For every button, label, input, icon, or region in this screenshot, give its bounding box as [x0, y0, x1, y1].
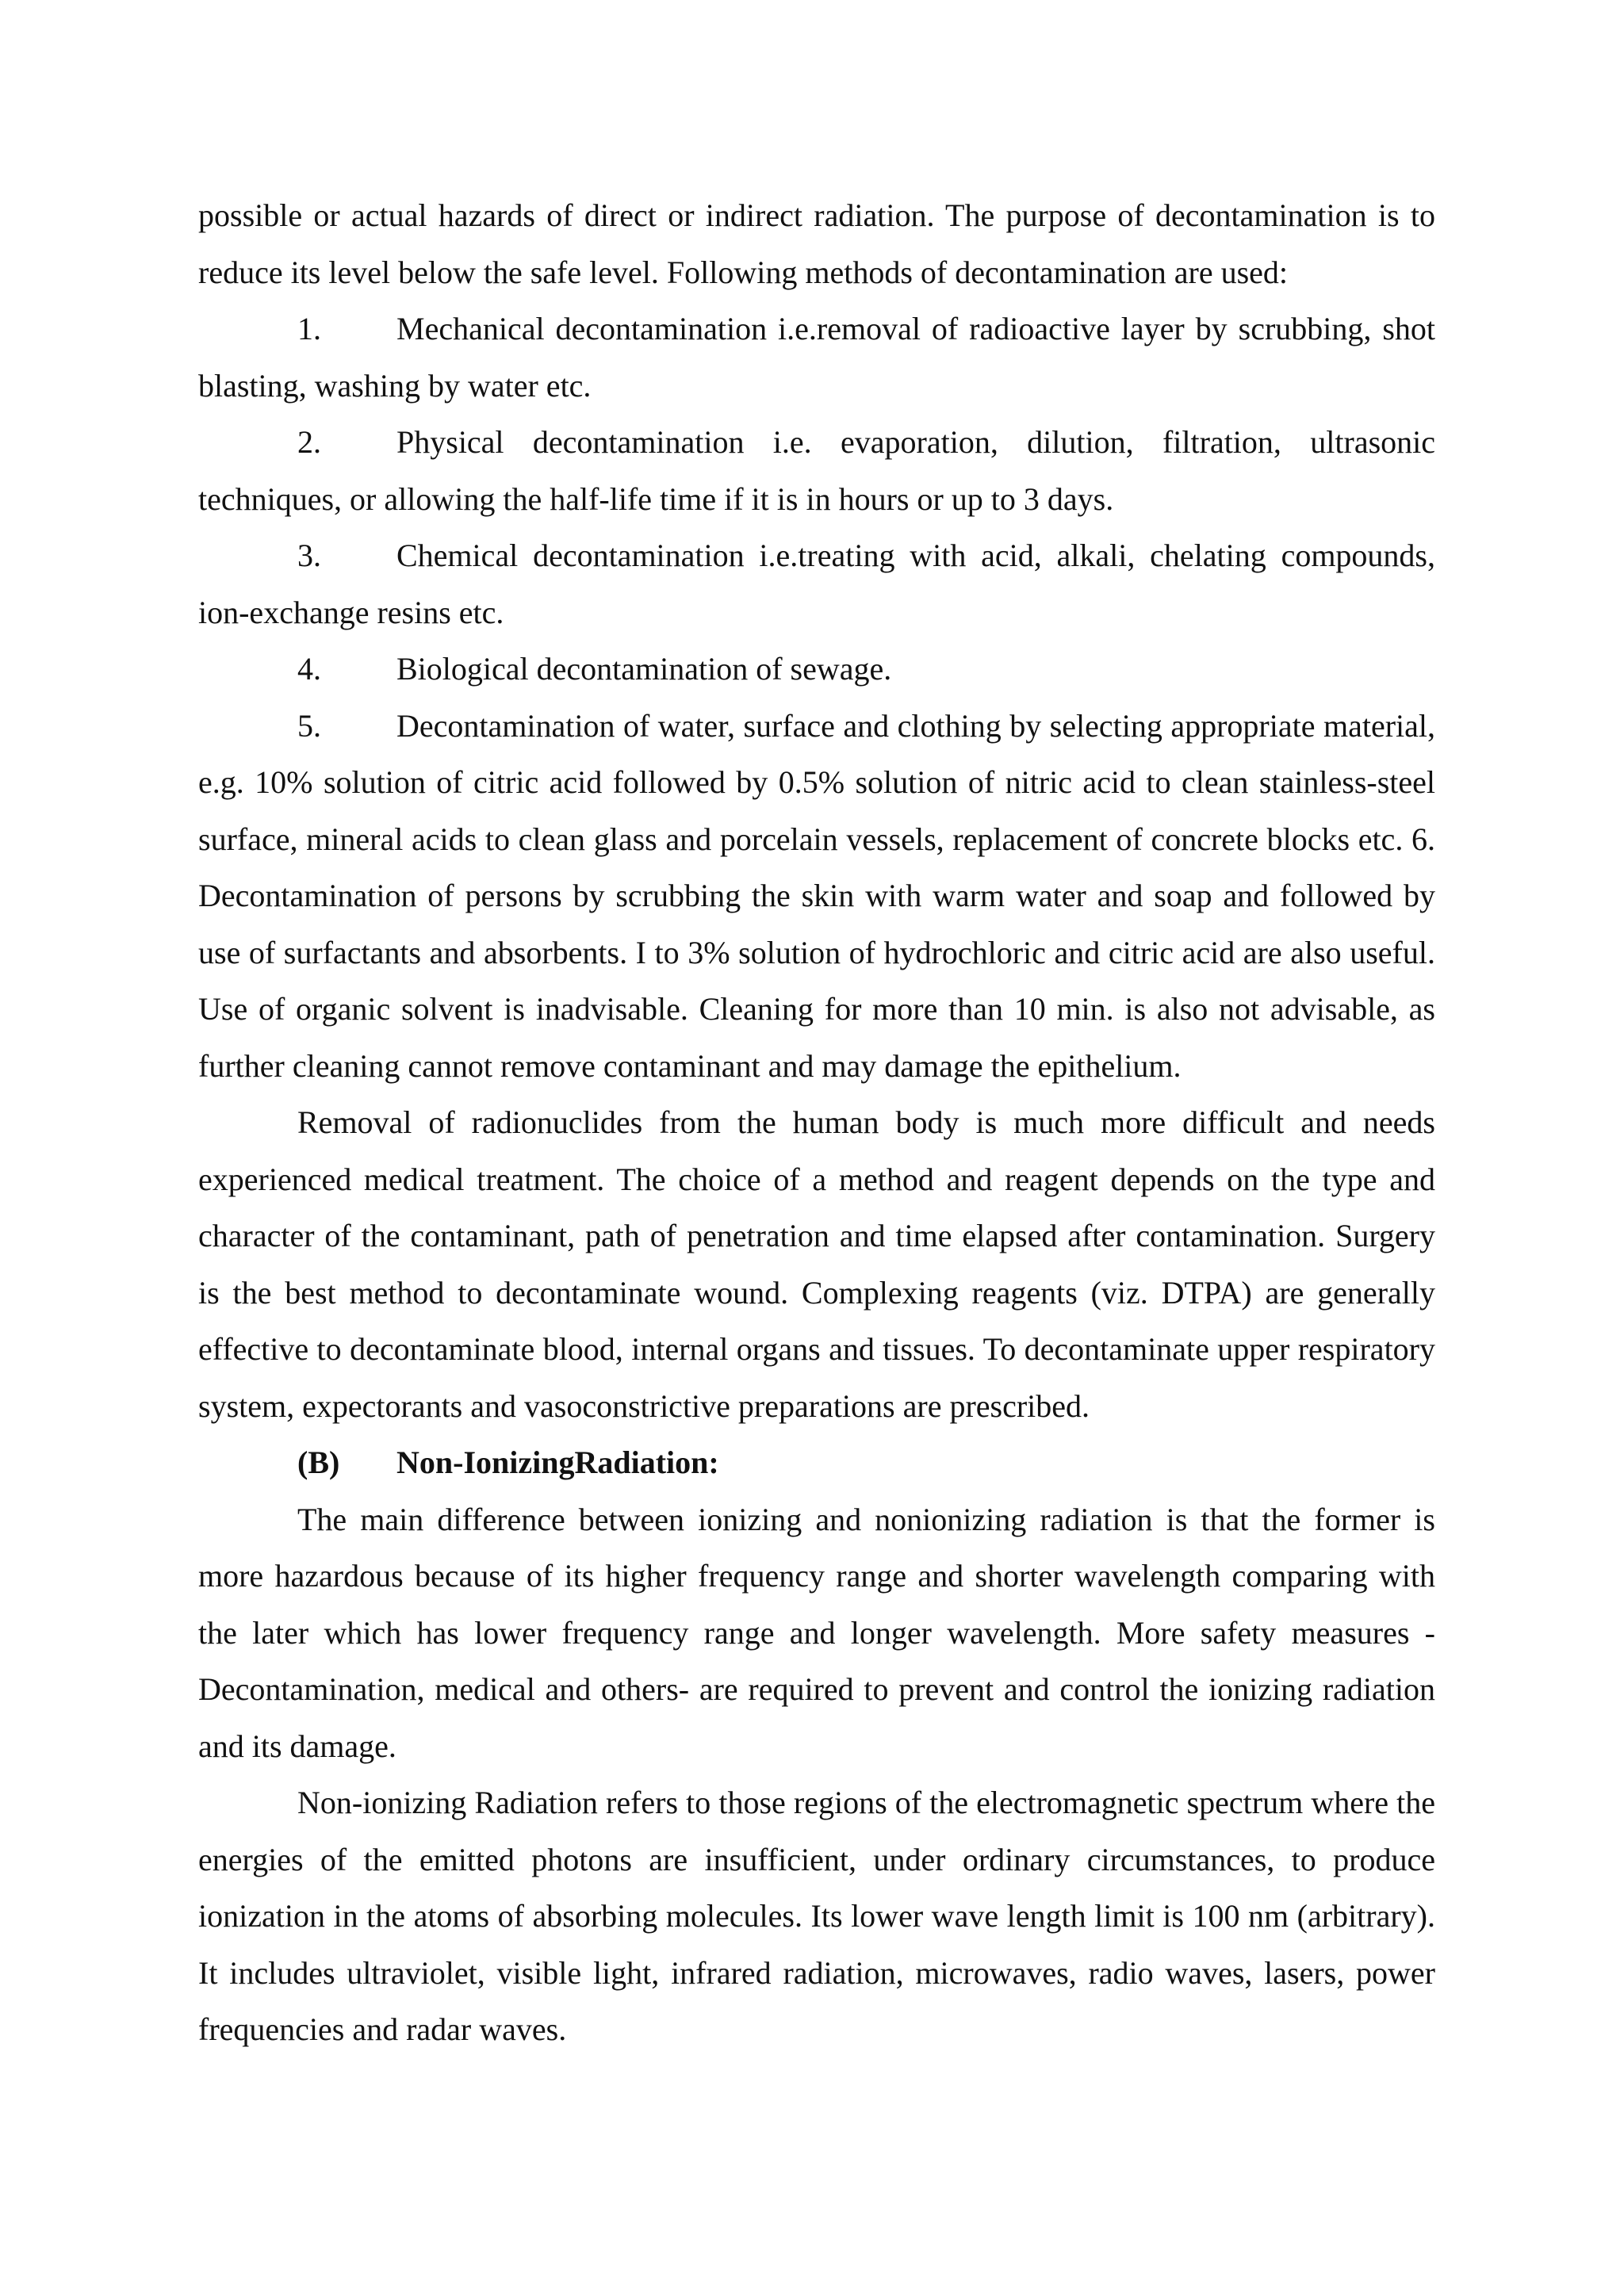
section-heading [198, 1434, 1435, 1491]
method-number: 5. [297, 707, 321, 744]
difference-paragraph: The main difference between ionizing and nonionizing radiation is that the former is more hazardous because of its higher frequency range and shorter wavelength comparing with the later which has lower frequency range and longer wavelength. More safety measures - Decontamination, medical and others- are required to prevent and control the ionizing radiation and its damage. [198, 1501, 1435, 1764]
method-number: 1. [297, 311, 321, 346]
section-label: (B) [297, 1445, 340, 1480]
method-item-1 [198, 300, 1435, 414]
definition-paragraph: Non-ionizing Radiation refers to those regions of the electromagnetic spectrum where the energies of the emitted photons are insufficient, under ordinary circumstances, to produce ionization in the atoms of absorbing molecules. Its lower wave length limit is 100 nm (arbitrary). It includes ultraviolet, visible light, infrared radiation, microwaves, radio waves, lasers, power frequencies and radar waves. [198, 1785, 1435, 2047]
removal-paragraph: Removal of radionuclides from the human body is much more difficult and needs experienced medical treatment. The choice of a method and reagent depends on the type and character of the contaminant, path of penetration and time elapsed after contamination. Surgery is the best method to decontaminate wound. Complexing reagents (viz. DTPA) are generally effective to decontaminate blood, internal organs and tissues. To decontaminate upper respiratory system, expectorants and vasoconstrictive preparations are prescribed. [198, 1104, 1435, 1424]
document-page [198, 187, 1435, 2058]
method-text: Mechanical decontamination i.e.removal of radioactive layer by scrubbing, shot blasting, washing by water etc. [198, 311, 1435, 404]
method-item-5 [198, 698, 1435, 1095]
method-item-4 [198, 641, 1435, 698]
method-text: Chemical decontamination i.e.treating with acid, alkali, chelating compounds, ion-exchange resins etc. [198, 538, 1435, 630]
method-item-2 [198, 414, 1435, 527]
method-text: Decontamination of water, surface and clothing by selecting appropriate material, e.g. 10% solution of citric acid followed by 0.5% solution of nitric acid to clean stainless-steel surface, mineral acids to clean glass and porcelain vessels, replacement of concrete blocks etc. 6. Decontamination of persons by scrubbing the skin with warm water and soap and followed by use of surfactants and absorbents. I to 3% solution of hydrochloric and citric acid are also useful. Use of organic solvent is inadvisable. Cleaning for more than 10 min. is also not advisable, as further cleaning cannot remove contaminant and may damage the epithelium. [198, 707, 1435, 1084]
method-text: Biological decontamination of sewage. [396, 651, 892, 687]
method-number: 3. [297, 538, 321, 573]
method-number: 2. [297, 424, 321, 460]
method-number: 4. [297, 651, 321, 687]
method-text: Physical decontamination i.e. evaporation, dilution, filtration, ultrasonic techniques, or allowing the half-life time if it is in hours or up to 3 days. [198, 424, 1435, 517]
section-title: Non-IonizingRadiation: [396, 1445, 719, 1480]
method-item-3 [198, 527, 1435, 641]
intro-paragraph: possible or actual hazards of direct or indirect radiation. The purpose of decontamination is to reduce its level below the safe level. Following methods of decontamination are used: [198, 197, 1435, 290]
